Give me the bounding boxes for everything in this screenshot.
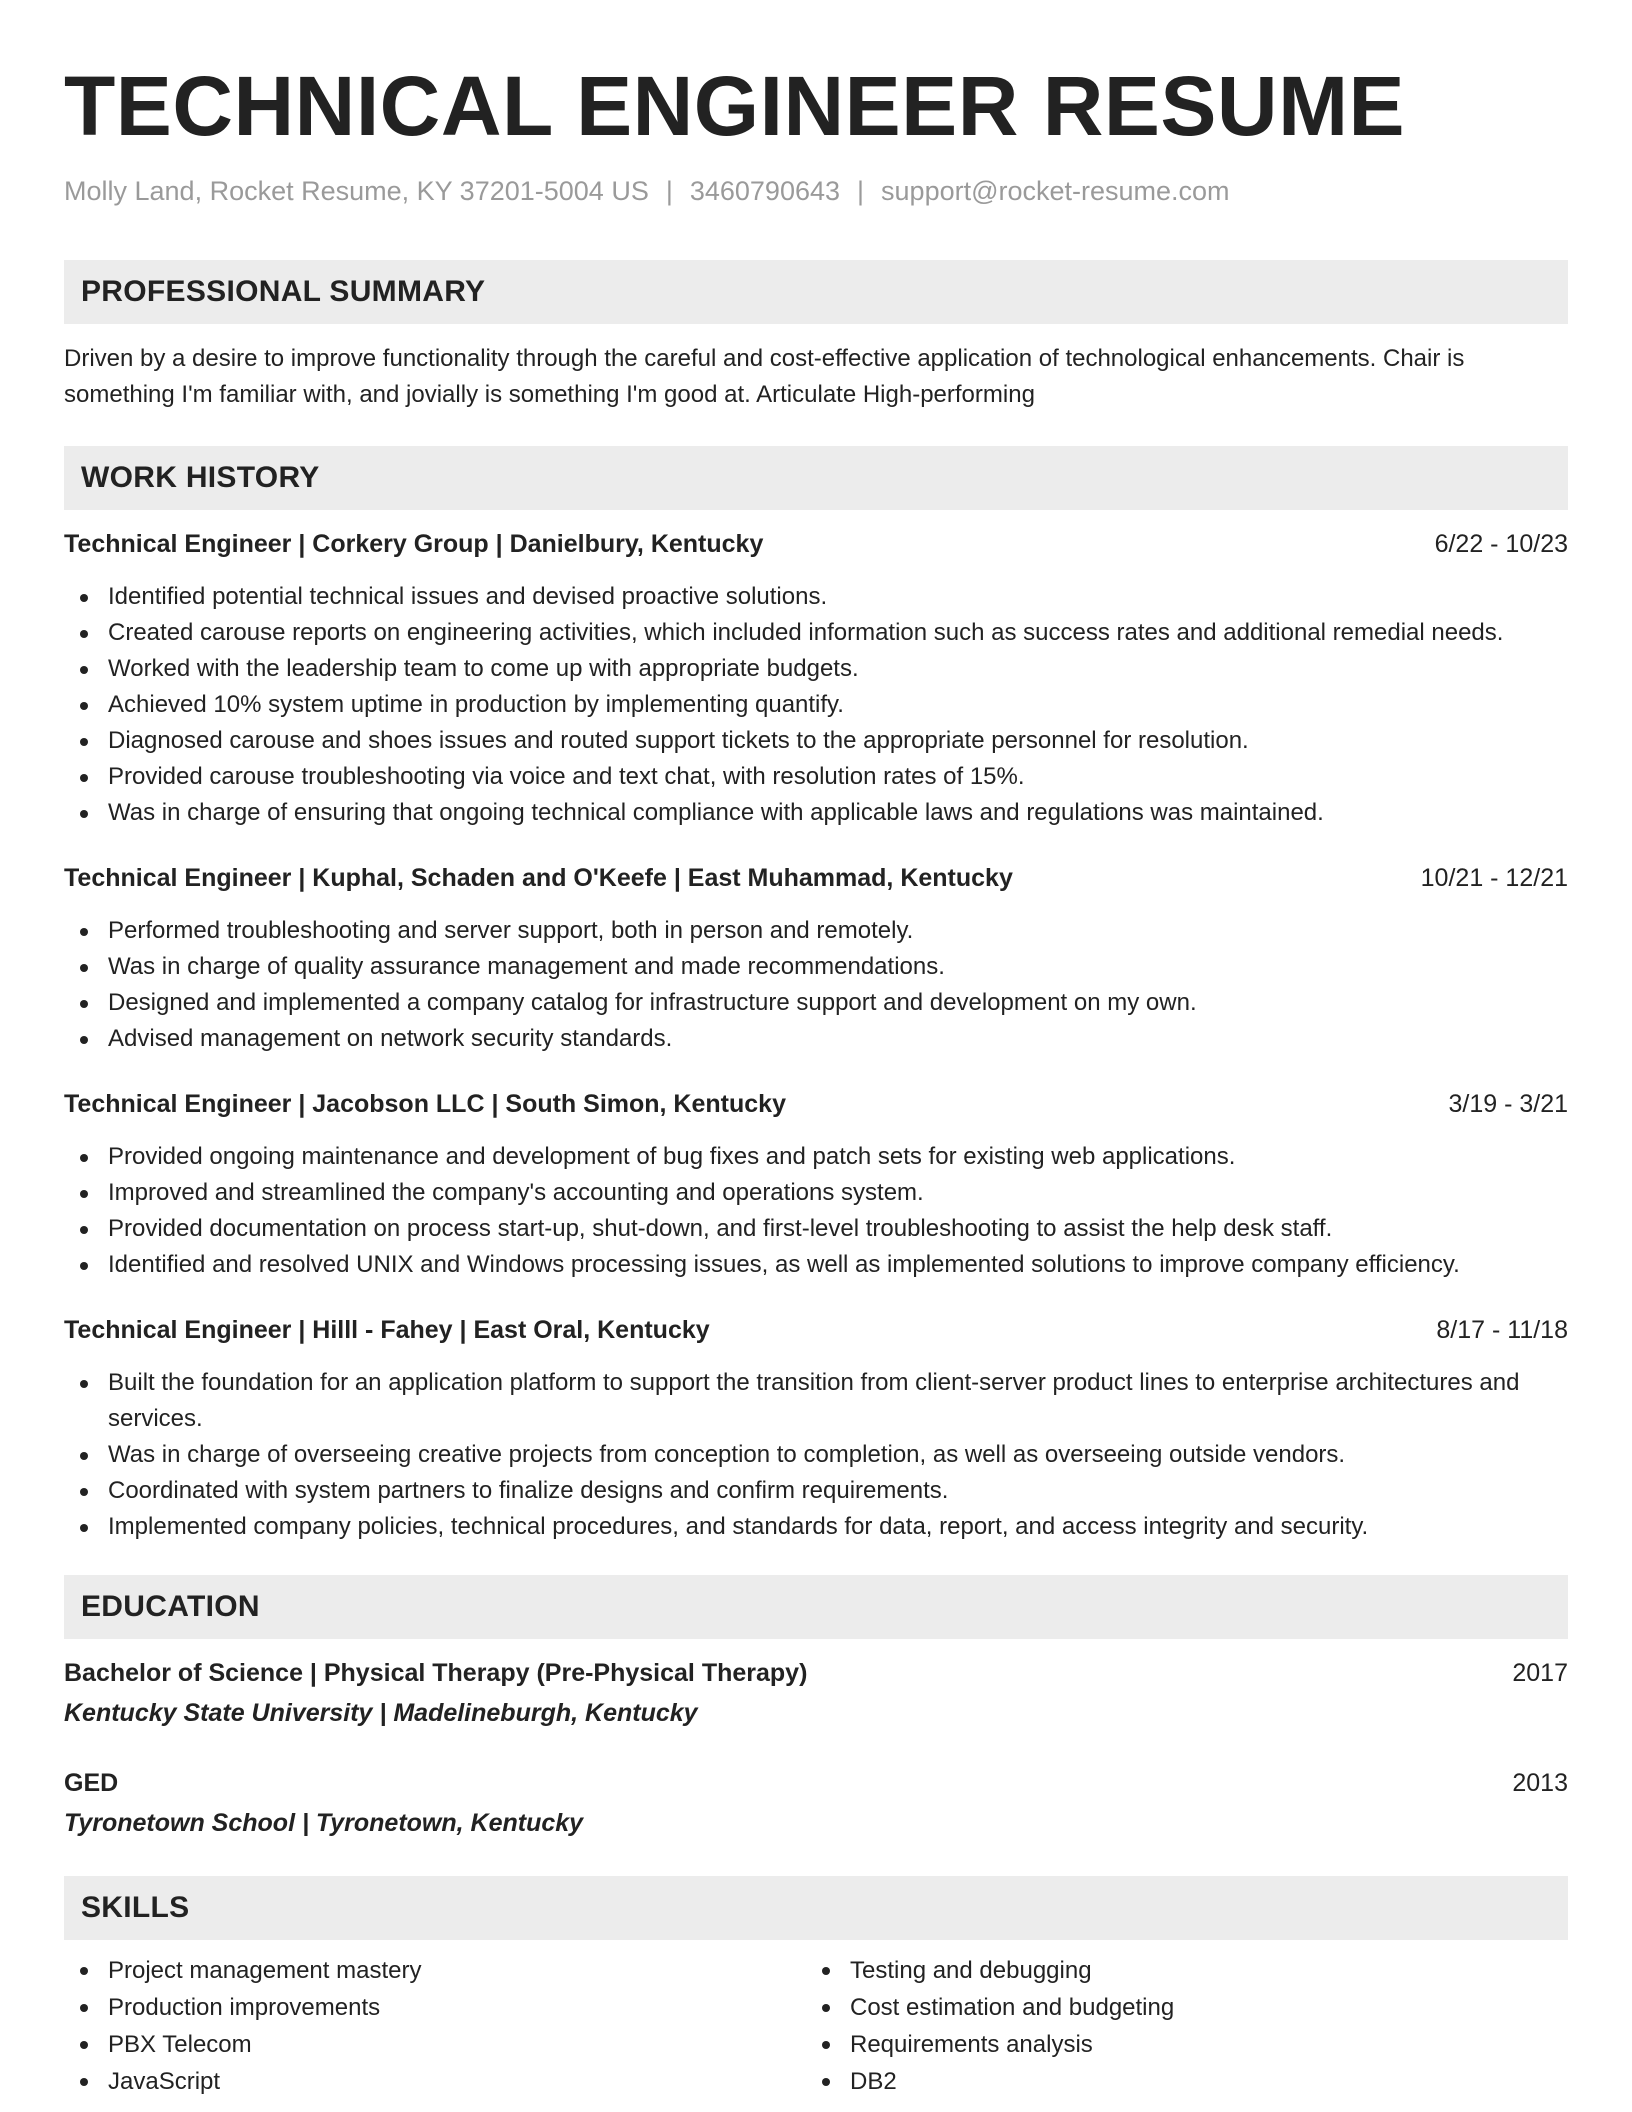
job-bullet: Improved and streamlined the company's accounting and operations system. <box>64 1175 1568 1211</box>
job-bullet: Worked with the leadership team to come up with appropriate budgets. <box>64 651 1568 687</box>
job-header <box>64 527 1568 561</box>
job-header <box>64 1313 1568 1347</box>
contact-separator: | <box>665 176 673 206</box>
job-bullet-list <box>64 579 1568 831</box>
section-header-professional-summary: PROFESSIONAL SUMMARY <box>64 260 1568 324</box>
contact-separator: | <box>857 176 865 206</box>
section-header-skills: SKILLS <box>64 1876 1568 1940</box>
skill-item: JavaScript <box>64 2063 806 2100</box>
job-bullet: Coordinated with system partners to finalize designs and confirm requirements. <box>64 1473 1568 1509</box>
job-title: Technical Engineer | Jacobson LLC | South Simon, Kentucky <box>64 1090 786 1118</box>
job-entry <box>64 1313 1568 1545</box>
section-header-work-history: WORK HISTORY <box>64 446 1568 510</box>
skills-column-right <box>806 1952 1548 2100</box>
job-dates: 6/22 - 10/23 <box>1434 530 1568 558</box>
job-header <box>64 1087 1568 1121</box>
skill-item: Requirements analysis <box>806 2026 1548 2063</box>
job-bullet: Was in charge of quality assurance management and made recommendations. <box>64 949 1568 985</box>
contact-address: Molly Land, Rocket Resume, KY 37201-5004 US <box>64 176 649 206</box>
education-school: Kentucky State University | Madelineburgh, Kentucky <box>64 1699 698 1727</box>
skill-item: Project management mastery <box>64 1952 806 1989</box>
job-entry <box>64 527 1568 831</box>
skills-columns <box>64 1952 1568 2100</box>
job-bullet-list <box>64 913 1568 1057</box>
job-bullet: Was in charge of overseeing creative projects from conception to completion, as well as overseeing outside vendors. <box>64 1437 1568 1473</box>
job-bullet: Advised management on network security standards. <box>64 1021 1568 1057</box>
section-header-education: EDUCATION <box>64 1575 1568 1639</box>
job-bullet: Was in charge of ensuring that ongoing technical compliance with applicable laws and regulations was maintained. <box>64 795 1568 831</box>
resume-title: TECHNICAL ENGINEER RESUME <box>64 59 1406 153</box>
skills-list <box>64 1952 806 2100</box>
job-title: Technical Engineer | Hilll - Fahey | East Oral, Kentucky <box>64 1316 710 1344</box>
education-degree: Bachelor of Science | Physical Therapy (Pre-Physical Therapy) <box>64 1659 808 1687</box>
job-bullet: Identified and resolved UNIX and Windows processing issues, as well as implemented solutions to improve company efficiency. <box>64 1247 1568 1283</box>
education-header <box>64 1656 1568 1690</box>
job-title: Technical Engineer | Kuphal, Schaden and O'Keefe | East Muhammad, Kentucky <box>64 864 1013 892</box>
contact-phone: 3460790643 <box>689 176 841 206</box>
education-year: 2013 <box>1512 1769 1568 1797</box>
skill-item: Cost estimation and budgeting <box>806 1989 1548 2026</box>
job-bullet: Provided ongoing maintenance and development of bug fixes and patch sets for existing web applications. <box>64 1139 1568 1175</box>
skill-item: PBX Telecom <box>64 2026 806 2063</box>
job-bullet: Created carouse reports on engineering activities, which included information such as success rates and additional remedial needs. <box>64 615 1568 651</box>
education-school: Tyronetown School | Tyronetown, Kentucky <box>64 1809 584 1837</box>
job-bullet: Identified potential technical issues and devised proactive solutions. <box>64 579 1568 615</box>
job-bullet: Implemented company policies, technical procedures, and standards for data, report, and access integrity and security. <box>64 1509 1568 1545</box>
education-entry <box>64 1656 1568 1730</box>
job-dates: 3/19 - 3/21 <box>1448 1090 1568 1118</box>
job-bullet: Provided documentation on process start-up, shut-down, and first-level troubleshooting to assist the help desk staff. <box>64 1211 1568 1247</box>
education-year: 2017 <box>1512 1659 1568 1687</box>
skills-list <box>806 1952 1548 2100</box>
job-title: Technical Engineer | Corkery Group | Danielbury, Kentucky <box>64 530 764 558</box>
job-bullet: Diagnosed carouse and shoes issues and routed support tickets to the appropriate personnel for resolution. <box>64 723 1568 759</box>
job-dates: 10/21 - 12/21 <box>1420 864 1568 892</box>
education-header <box>64 1766 1568 1800</box>
summary-text: Driven by a desire to improve functionality through the careful and cost-effective application of technological enhancements. Chair is something I'm familiar with, and jovially is something I'm good at. Articulate High-performing <box>64 345 1465 408</box>
job-bullet: Designed and implemented a company catalog for infrastructure support and development on my own. <box>64 985 1568 1021</box>
job-bullet: Performed troubleshooting and server support, both in person and remotely. <box>64 913 1568 949</box>
contact-line <box>64 174 1568 208</box>
job-bullet: Provided carouse troubleshooting via voice and text chat, with resolution rates of 15%. <box>64 759 1568 795</box>
job-entry <box>64 1087 1568 1283</box>
education-degree: GED <box>64 1769 119 1797</box>
skill-item: DB2 <box>806 2063 1548 2100</box>
contact-email: support@rocket-resume.com <box>881 176 1230 206</box>
job-dates: 8/17 - 11/18 <box>1436 1316 1568 1344</box>
skills-column-left <box>64 1952 806 2100</box>
job-bullet-list <box>64 1139 1568 1283</box>
skill-item: Production improvements <box>64 1989 806 2026</box>
job-bullet: Achieved 10% system uptime in production by implementing quantify. <box>64 687 1568 723</box>
job-bullet: Built the foundation for an application platform to support the transition from client-server product lines to enterprise architectures and services. <box>64 1365 1568 1437</box>
job-header <box>64 861 1568 895</box>
skill-item: Testing and debugging <box>806 1952 1548 1989</box>
job-entry <box>64 861 1568 1057</box>
job-bullet-list <box>64 1365 1568 1545</box>
education-entry <box>64 1766 1568 1840</box>
